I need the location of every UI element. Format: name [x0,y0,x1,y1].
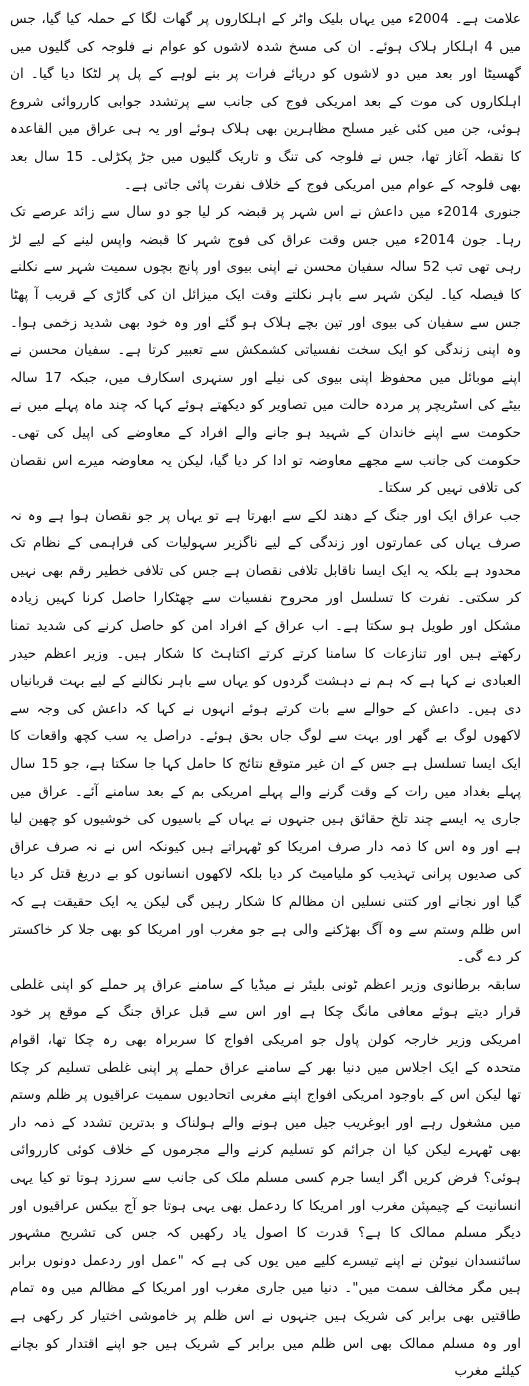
article-paragraph: جنوری 2014ء میں داعش نے اس شہر پر قبضہ کر لیا جو دو سال سے زائد عرصے تک رہا۔ جون 2014ء میں جس وقت عراق کی فوج شہر کا قبضہ واپس لینے کے لیے لڑ رہی تھی تب 52 سالہ سفیان محسن نے اپنی بیوی اور پانچ بچوں سمیت شہر سے نکلنے کا فیصلہ کیا۔ لیکن شہر سے باہر نکلتے وقت ایک میزائل ان کی گاڑی کے قریب آ پھٹا جس سے سفیان کی بیوی اور تین بچے ہلاک ہو گئے اور وہ خود بھی شدید زخمی ہوا۔ وہ اپنی زندگی کو ایک سخت نفسیاتی کشمکش سے تعبیر کرتا ہے۔ سفیان محسن نے اپنے موبائل میں محفوظ اپنی بیوی کی نیلے اور سنہری اسکارف میں، جبکہ 17 سالہ بیٹے کی اسٹریچر پر مردہ حالت میں تصاویر کو دیکھتے ہوئے کہا کہ چند ماہ پہلے میں نے حکومت سے اپنے خاندان کے شہید ہو جانے والے افراد کے معاوضے کی اپیل کی تھی۔ حکومت کی جانب سے مجھے معاوضہ تو ادا کر دیا گیا، لیکن یہ معاوضہ میرے اس نقصان کی تلافی نہیں کر سکتا۔ [10,204,521,497]
article-paragraph: جب عراق ایک اور جنگ کے دھند لکے سے ابھرتا ہے تو یہاں پر جو نقصان ہوا ہے وہ نہ صرف یہاں کی عمارتوں اور زندگی کے لیے ناگزیر سہولیات کی فراہمی کے نظام تک محدود ہے بلکہ یہ ایک ایسا ناقابل تلافی نقصان ہے جس کی تلافی خطیر رقم بھی نہیں کر سکتی۔ نفرت کا تسلسل اور محروح نفسیات سے چھٹکارا حاصل کرنا کہیں زیادہ مشکل اور طویل ہو سکتا ہے۔ اب عراق کے افراد امن کو حاصل کرنے کی شدید تمنا رکھتے ہیں اور تنازعات کا سامنا کرتے کرتے اکتاہٹ کا شکار ہیں۔ وزیر اعظم حیدر العبادی نے کہا ہے کہ ہم نے دہشت گردوں کو یہاں سے باہر نکالنے کے لیے بہت قربانیاں دی ہیں۔ داعش کے حوالے سے بات کرتے ہوئے انہوں نے کہا کہ داعش کی وجہ سے لاکھوں لوگ بے گھر اور بہت سے لوگ جاں بحق ہوئے۔ دراصل یہ سب کچھ واقعات کا ایک ایسا تسلسل ہے جس کے ان غیر متوقع نتائج کا حامل کہا جا سکتا ہے، جو 15 سال پہلے بغداد میں رات کے وقت گرنے والے پہلے امریکی بم کے بعد سامنے آئے۔ عراق میں جاری یہ ایسے چند تلخ حقائق ہیں جنہوں نے یہاں کے باسیوں کی خوشیوں کو چھین لیا ہے اور وہ اس کا ذمہ دار صرف امریکا کو ٹھہراتے ہیں کیونکہ اس نے نہ صرف عراق کی صدیوں پرانی تہذیب کو ملیامیٹ کر دیا بلکہ لاکھوں انسانوں کو بے دریغ قتل کر دیا گیا اور نجانے اور کتنی نسلیں ان مظالم کا شکار رہیں گی لیکن یہ ایک حقیقت ہے کہ اس ظلم وستم سے وہ آگ بھڑکنے والی ہے جو مغرب اور امریکا کو بھی جلا کر خاکستر کر دے گی۔ [10,507,522,966]
article-paragraph: سابقہ برطانوی وزیر اعظم ٹونی بلیئر نے میڈیا کے سامنے عراق پر حملے کو اپنی غلطی قرار دیتے ہوئے معافی مانگ چکا ہے اور اس سے قبل عراق جنگ کے موقع پر خود امریکی وزیر خارجہ کولن پاول جو امریکی افواج کا سربراہ بھی رہ چکا تھا، اقوام متحدہ کے ایک اجلاس میں دنیا بھر کے سامنے عراق حملے پر اپنی غلطی تسلیم کر چکا تھا لیکن اس کے باوجود امریکی افواج اپنے مغربی اتحادیوں سمیت عراقیوں پر ظلم وستم میں مشغول رہے اور ابوغریب جیل میں ہونے والے ہولناک و بدترین تشدد کے ذمہ دار بھی ٹھہرے لیکن کیا ان جرائم کو تسلیم کرنے والے مجرموں کے خلاف کوئی کارروائی ہوئی؟ فرض کریں اگر ایسا جرم کسی مسلم ملک کی جانب سے سرزد ہوتا تو کیا یہی انسانیت کے چیمپئن مغرب اور امریکا کا ردعمل بھی یہی ہوتا جو آج بیکس عراقیوں اور دیگر مسلم ممالک کا ہے؟ قدرت کا اصول یاد رکھیں کہ جس کی تشریح مشہور سائنسدان نیوٹن نے اپنے تیسرے کلیے میں یوں کی ہے کہ "عمل اور ردعمل دونوں برابر ہیں مگر مخالف سمت میں"۔ دنیا میں جاری مغرب اور امریکا کے مظالم میں وہ تمام طاقتیں بھی برابر کی شریک ہیں جنہوں نے اس ظلم پر خاموشی اختیار کر رکھی ہے اور وہ مسلم ممالک بھی اس ظلم میں برابر کے شریک ہیں جو اپنے اقتدار کو بچانے کیلئے مغرب [10,976,521,1380]
article-paragraph: علامت ہے۔ 2004ء میں یہاں بلیک واٹر کے اہلکاروں پر گھات لگا کے حملہ کیا گیا، جس میں 4 اہلکار ہلاک ہوئے۔ ان کی مسخ شدہ لاشوں کو عوام نے فلوجہ کی گلیوں میں گھسیٹا اور بعد میں دو لاشوں کو دریائے فرات پر بنے لوہے کے پل پر لٹکا دیا گیا۔ ان اہلکاروں کی موت کے بعد امریکی فوج کی جانب سے پرتشدد جوابی کارروائی شروع ہوئی، جن میں کئی غیر مسلح مظاہرین بھی ہلاک ہوئے اور یہ ہی عراق میں القاعدہ کا نقطہ آغاز تھا، جس نے فلوجہ کی تنگ و تاریک گلیوں میں جڑ پکڑلی۔ 15 سال بعد بھی فلوجہ کے عوام میں امریکی فوج کے خلاف نفرت پائی جاتی ہے۔ [10,11,522,193]
